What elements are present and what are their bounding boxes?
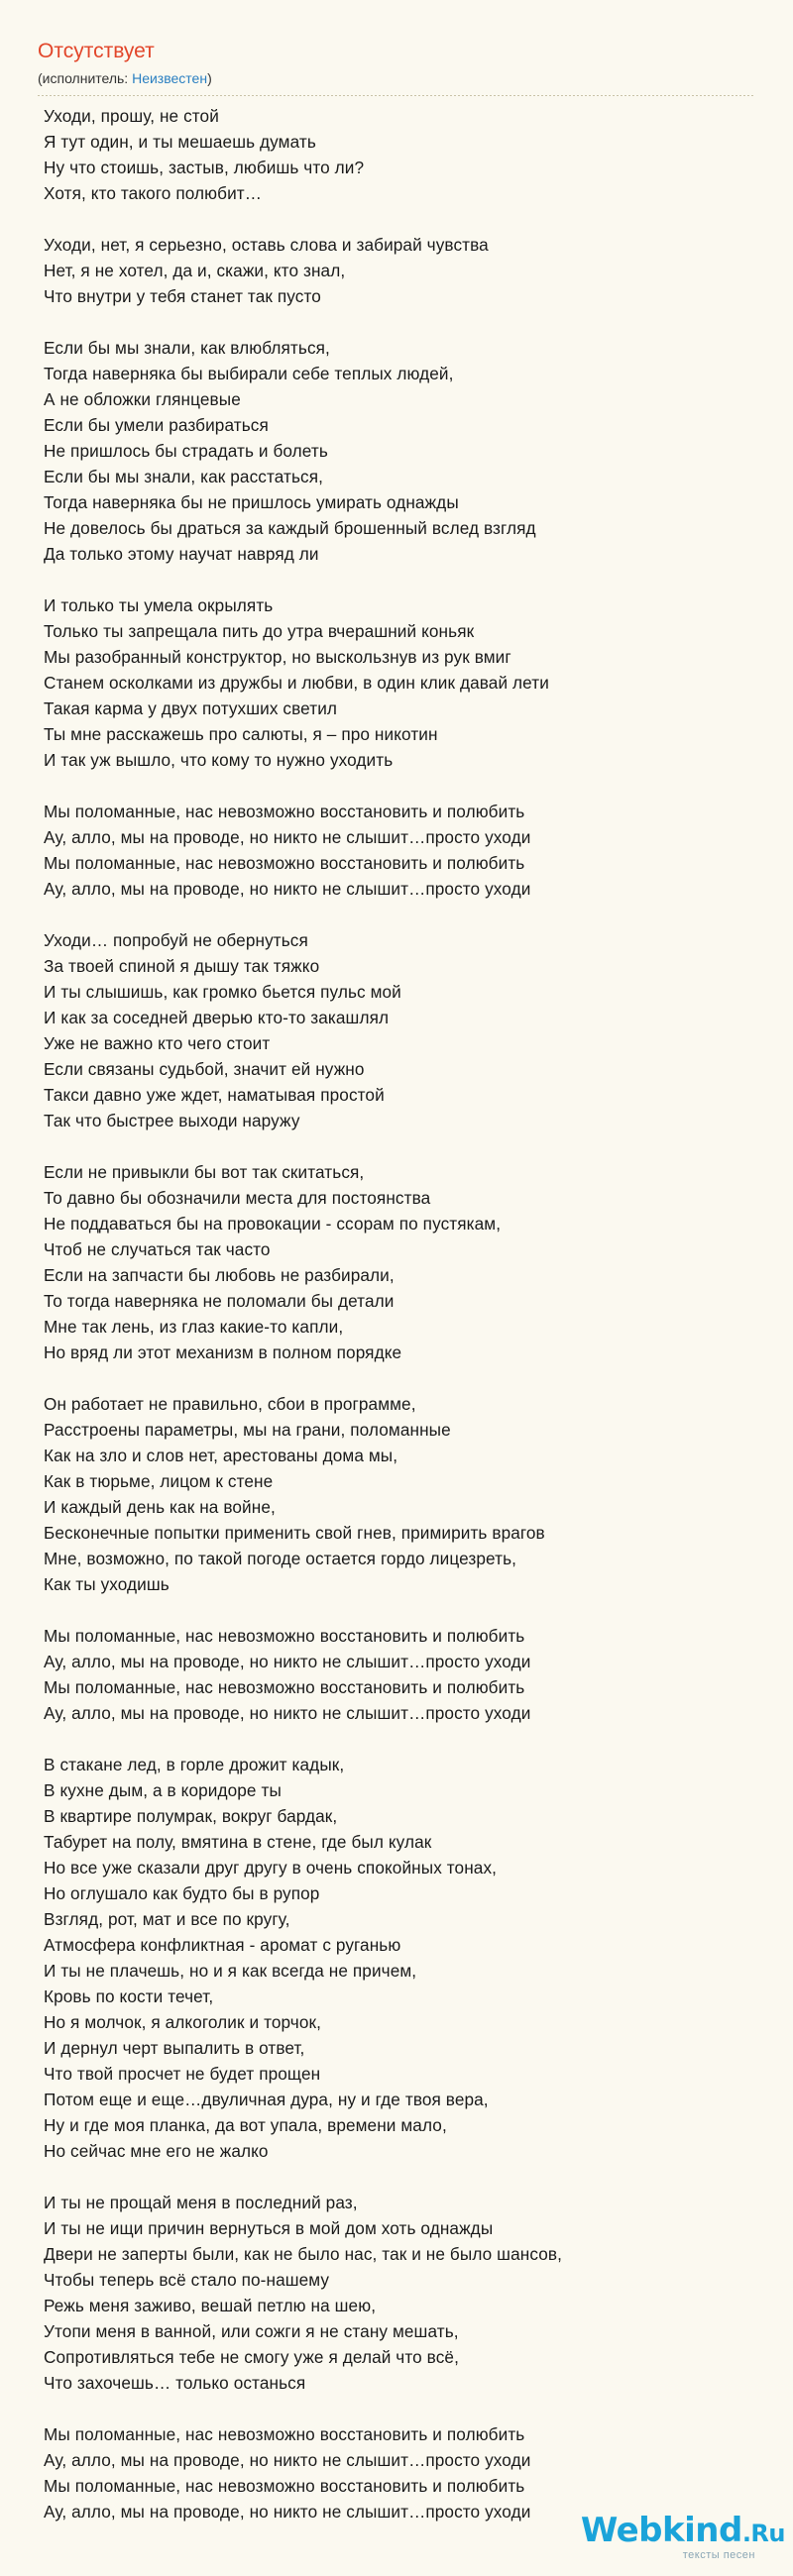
lyrics-stanza — [44, 232, 757, 309]
lyrics-line: Режь меня заживо, вешай петлю на шею, — [44, 2296, 377, 2315]
lyrics-line: Как на зло и слов нет, арестованы дома мы, — [44, 1446, 398, 1465]
lyrics-line: За твоей спиной я дышу так тяжко — [44, 956, 320, 976]
lyrics-line: А не обложки глянцевые — [44, 389, 241, 409]
lyrics-line: И ты не прощай меня в последний раз, — [44, 2193, 358, 2212]
lyrics-body — [44, 103, 757, 2550]
lyrics-line: Но оглушало как будто бы в рупор — [44, 1883, 320, 1903]
lyrics-line: В квартире полумрак, вокруг бардак, — [44, 1806, 338, 1826]
lyrics-stanza — [44, 1623, 757, 1726]
lyrics-line: Ты мне расскажешь про салюты, я – про никотин — [44, 724, 438, 744]
logo-tld-text: .Ru — [741, 2520, 785, 2547]
lyrics-line: Хотя, кто такого полюбит… — [44, 183, 263, 203]
lyrics-line: Уходи, нет, я серьезно, оставь слова и забирай чувства — [44, 235, 489, 255]
lyrics-line: Если бы мы знали, как влюбляться, — [44, 338, 330, 358]
lyrics-line: Но сейчас мне его не жалко — [44, 2141, 269, 2161]
lyrics-line: И ты не ищи причин вернуться в мой дом хоть однажды — [44, 2218, 494, 2238]
lyrics-line: Утопи меня в ванной, или сожги я не стану мешать, — [44, 2321, 459, 2341]
lyrics-line: Я тут один, и ты мешаешь думать — [44, 132, 316, 152]
lyrics-stanza — [44, 1752, 757, 2164]
lyrics-line: Что захочешь… только останься — [44, 2373, 306, 2393]
lyrics-line: Мы поломанные, нас невозможно восстановить и полюбить — [44, 1677, 525, 1697]
lyrics-line: Уходи, прошу, не стой — [44, 106, 219, 126]
lyrics-line: Мне, возможно, по такой погоде остается гордо лицезреть, — [44, 1549, 517, 1568]
lyrics-line: Если бы мы знали, как расстаться, — [44, 467, 324, 486]
artist-line — [38, 69, 212, 87]
lyrics-line: Чтоб не случаться так часто — [44, 1239, 271, 1259]
lyrics-stanza — [44, 2190, 757, 2396]
logo-wordmark — [581, 2513, 785, 2551]
lyrics-line: И так уж вышло, что кому то нужно уходить — [44, 750, 394, 770]
lyrics-stanza — [44, 2421, 757, 2524]
lyrics-line: Но все уже сказали друг другу в очень спокойных тонах, — [44, 1858, 498, 1878]
lyrics-line: Бесконечные попытки применить свой гнев, примирить врагов — [44, 1523, 545, 1543]
lyrics-line: Сопротивляться тебе не смогу уже я делай что всё, — [44, 2347, 459, 2367]
lyrics-line: И каждый день как на войне, — [44, 1497, 276, 1517]
lyrics-line: То тогда наверняка не поломали бы детали — [44, 1291, 395, 1311]
lyrics-line: Станем осколками из дружбы и любви, в один клик давай лети — [44, 673, 549, 693]
lyrics-line: Мы поломанные, нас невозможно восстановить и полюбить — [44, 2476, 525, 2496]
lyrics-line: Ау, алло, мы на проводе, но никто не слышит…просто уходи — [44, 1652, 531, 1671]
lyrics-line: То давно бы обозначили места для постоянства — [44, 1188, 431, 1208]
lyrics-line: И как за соседней дверью кто-то закашлял — [44, 1008, 390, 1027]
lyrics-line: Если бы умели разбираться — [44, 415, 269, 435]
lyrics-line: Не поддаваться бы на провокации - ссорам по пустякам, — [44, 1214, 502, 1234]
artist-link[interactable]: Неизвестен — [132, 70, 208, 86]
webkind-logo[interactable] — [547, 2513, 785, 2570]
lyrics-line: И ты не плачешь, но и я как всегда не причем, — [44, 1961, 417, 1981]
lyrics-line: Мы поломанные, нас невозможно восстановить и полюбить — [44, 802, 525, 821]
lyrics-line: Да только этому научат навряд ли — [44, 544, 319, 564]
lyrics-line: Уже не важно кто чего стоит — [44, 1033, 271, 1053]
lyrics-line: Ну и где моя планка, да вот упала, времени мало, — [44, 2115, 447, 2135]
artist-suffix: ) — [207, 70, 212, 86]
artist-prefix: (исполнитель: — [38, 70, 133, 86]
lyrics-line: Что внутри у тебя станет так пусто — [44, 286, 321, 306]
lyrics-line: Как ты уходишь — [44, 1574, 170, 1594]
lyrics-line: Ну что стоишь, застыв, любишь что ли? — [44, 158, 365, 177]
lyrics-line: Так что быстрее выходи наружу — [44, 1111, 300, 1130]
lyrics-line: Мы поломанные, нас невозможно восстановить и полюбить — [44, 2424, 525, 2444]
lyrics-line: Но я молчок, я алкоголик и торчок, — [44, 2012, 322, 2032]
lyrics-stanza — [44, 1391, 757, 1597]
lyrics-line: Тогда наверняка бы выбирали себе теплых людей, — [44, 364, 454, 383]
lyrics-line: Если на запчасти бы любовь не разбирали, — [44, 1265, 395, 1285]
lyrics-line: Что твой просчет не будет прощен — [44, 2064, 321, 2084]
lyrics-line: Ау, алло, мы на проводе, но никто не слышит…просто уходи — [44, 2450, 531, 2470]
lyrics-line: И дернул черт выпалить в ответ, — [44, 2038, 305, 2058]
lyrics-line: Если связаны судьбой, значит ей нужно — [44, 1059, 365, 1079]
lyrics-stanza — [44, 335, 757, 567]
lyrics-line: Но вряд ли этот механизм в полном порядке — [44, 1342, 402, 1362]
logo-main-text: Webkind — [580, 2511, 742, 2550]
lyrics-line: Ау, алло, мы на проводе, но никто не слышит…просто уходи — [44, 827, 531, 847]
lyrics-line: Мы разобранный конструктор, но выскользнув из рук вмиг — [44, 647, 511, 667]
lyrics-line: Не пришлось бы страдать и болеть — [44, 441, 328, 461]
lyrics-line: Чтобы теперь всё стало по-нашему — [44, 2270, 330, 2290]
lyrics-line: Не довелось бы драться за каждый брошенный вслед взгляд — [44, 518, 536, 538]
lyrics-line: Как в тюрьме, лицом к стене — [44, 1471, 274, 1491]
song-title: Отсутствует — [38, 40, 155, 62]
lyrics-line: Мы поломанные, нас невозможно восстановить и полюбить — [44, 853, 525, 873]
lyrics-line: Потом еще и еще…двуличная дура, ну и где твоя вера, — [44, 2090, 489, 2109]
lyrics-stanza — [44, 103, 757, 206]
logo-tagline: тексты песен — [682, 2549, 755, 2561]
lyrics-line: Расстроены параметры, мы на грани, поломанные — [44, 1420, 451, 1440]
lyrics-line: Кровь по кости течет, — [44, 1986, 214, 2006]
lyrics-line: Такая карма у двух потухших светил — [44, 698, 338, 718]
lyrics-line: Двери не заперты были, как не было нас, так и не было шансов, — [44, 2244, 562, 2264]
lyrics-line: И ты слышишь, как громко бьется пульс мой — [44, 982, 401, 1002]
lyrics-line: Такси давно уже ждет, наматывая простой — [44, 1085, 385, 1105]
lyrics-line: Если не привыкли бы вот так скитаться, — [44, 1162, 365, 1182]
lyrics-stanza — [44, 799, 757, 902]
lyrics-line: Только ты запрещала пить до утра вчерашний коньяк — [44, 621, 475, 641]
lyrics-line: Уходи… попробуй не обернуться — [44, 930, 308, 950]
lyrics-line: Ау, алло, мы на проводе, но никто не слышит…просто уходи — [44, 1703, 531, 1723]
lyrics-line: Ау, алло, мы на проводе, но никто не слышит…просто уходи — [44, 2502, 531, 2522]
lyrics-line: Он работает не правильно, сбои в программе, — [44, 1394, 416, 1414]
lyrics-line: Атмосфера конфликтная - аромат с руганью — [44, 1935, 401, 1955]
lyrics-line: Тогда наверняка бы не пришлось умирать однажды — [44, 492, 459, 512]
lyrics-line: Табурет на полу, вмятина в стене, где был кулак — [44, 1832, 432, 1852]
lyrics-stanza — [44, 927, 757, 1133]
lyrics-line: Взгляд, рот, мат и все по кругу, — [44, 1909, 290, 1929]
lyrics-line: И только ты умела окрылять — [44, 595, 274, 615]
header-divider — [38, 95, 755, 96]
lyrics-line: Нет, я не хотел, да и, скажи, кто знал, — [44, 261, 346, 280]
lyrics-stanza — [44, 592, 757, 773]
lyrics-line: Мы поломанные, нас невозможно восстановить и полюбить — [44, 1626, 525, 1646]
lyrics-line: В стакане лед, в горле дрожит кадык, — [44, 1755, 345, 1774]
song-header — [38, 40, 212, 87]
lyrics-stanza — [44, 1159, 757, 1365]
lyrics-line: В кухне дым, а в коридоре ты — [44, 1780, 282, 1800]
lyrics-line: Ау, алло, мы на проводе, но никто не слышит…просто уходи — [44, 879, 531, 899]
lyrics-line: Мне так лень, из глаз какие-то капли, — [44, 1317, 344, 1337]
